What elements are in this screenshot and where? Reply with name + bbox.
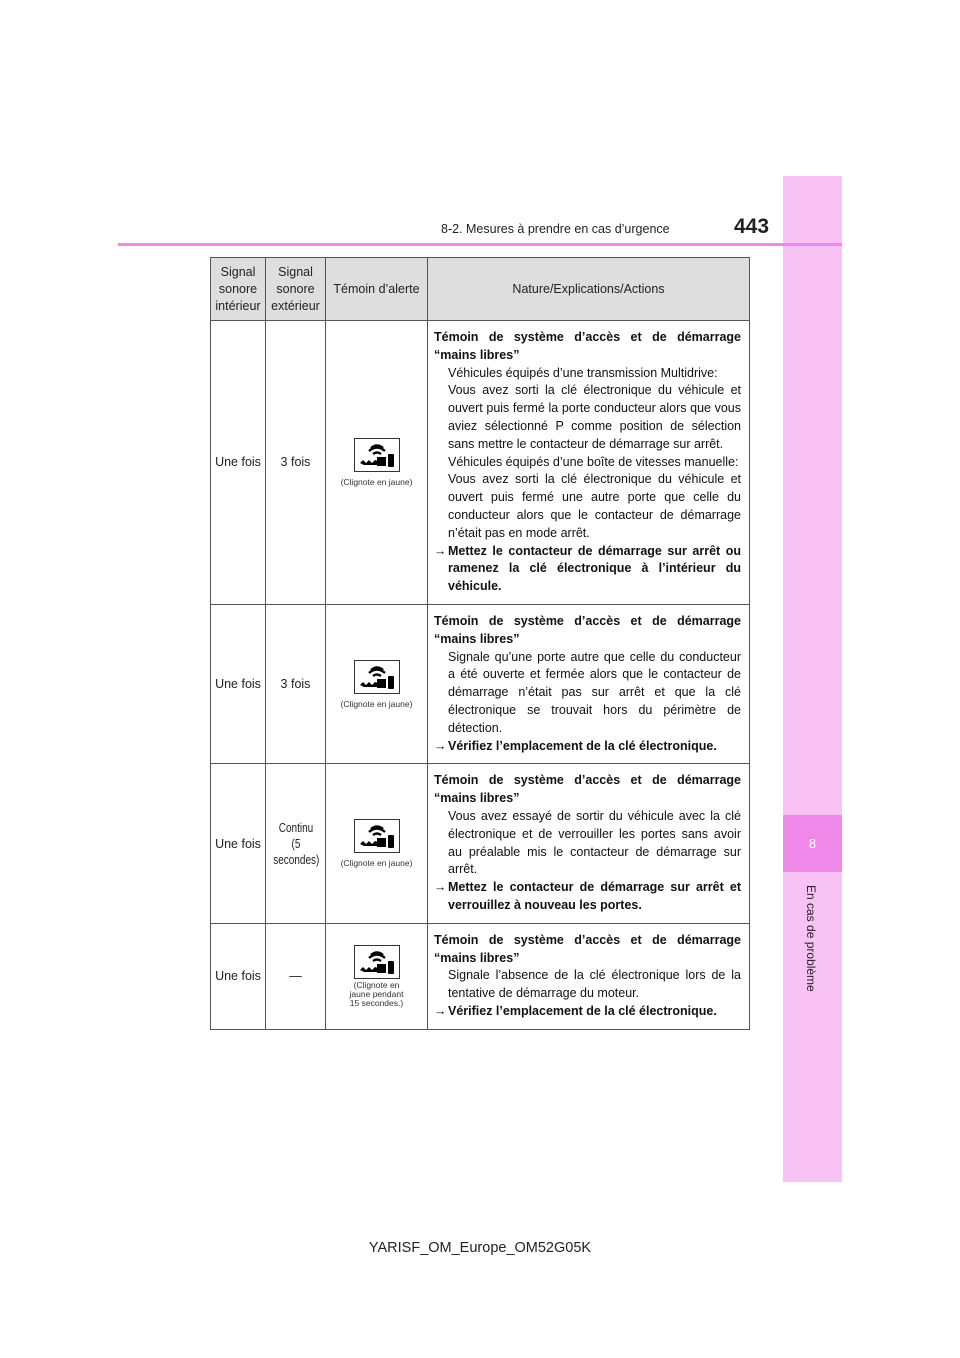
explanation-cell: [428, 604, 750, 763]
explanation-text: Véhicules équipés d’une boîte de vitesses manuelle:: [448, 454, 739, 469]
interior-signal-cell: Une fois: [211, 764, 266, 923]
explanation-text: Vous avez essayé de sortir du véhicule avec la clé électronique et de verrouiller les portes sans avoir au préalable mis le contacteur de démarrage sur arrêt.: [448, 808, 741, 877]
chapter-title-label: [796, 885, 826, 1015]
action-text: Mettez le contacteur de démarrage sur arrêt et verrouillez à nouveau les portes.: [448, 880, 741, 912]
explanation-text: Vous avez sorti la clé électronique du véhicule et ouvert puis fermé une autre porte que celle du conducteur alors que le contacteur de démarrage n’était pas en mode arrêt.: [448, 472, 741, 540]
page-number: 443: [734, 215, 770, 238]
arrow-icon: →: [434, 738, 447, 753]
side-chapter-band: [783, 176, 842, 1182]
warning-light-cell: [326, 923, 428, 1029]
action-text: Vérifiez l’emplacement de la clé électronique.: [448, 1003, 717, 1018]
action-text: Mettez le contacteur de démarrage sur arrêt ou ramenez la clé électronique à l’intérieur du véhicule.: [448, 543, 741, 594]
warning-title: Témoin de système d’accès et de démarrage “mains libres”: [434, 773, 741, 806]
chapter-title-text: En cas de problème: [804, 885, 818, 992]
icon-caption: (Clignote en jaune): [340, 858, 413, 869]
explanation-text: Signale l’absence de la clé électronique lors de la tentative de démarrage du moteur.: [448, 968, 741, 1001]
explanation-text: Véhicules équipés d’une transmission Multidrive:: [448, 365, 718, 380]
arrow-icon: →: [434, 543, 447, 558]
smart-key-warning-icon: [354, 438, 400, 472]
table-row: [211, 321, 750, 605]
exterior-signal-cell: Continu (5 secondes): [272, 764, 320, 923]
arrow-icon: →: [434, 1003, 447, 1018]
warning-light-cell: [326, 321, 428, 605]
icon-caption: (Clignote en jaune): [340, 698, 413, 709]
explanation-cell: [428, 764, 750, 923]
action-item: [434, 879, 741, 915]
interior-signal-cell: Une fois: [211, 923, 266, 1029]
icon-caption: (Clignote en jaune pendant 15 secondes.): [349, 979, 404, 1008]
warning-table: [210, 257, 750, 1030]
action-text: Vérifiez l’emplacement de la clé électronique.: [448, 738, 717, 753]
table-row: [211, 764, 750, 923]
action-item: [434, 1003, 741, 1021]
icon-caption: (Clignote en jaune): [340, 476, 413, 487]
arrow-icon: →: [434, 880, 447, 895]
smart-key-warning-icon: [354, 945, 400, 979]
smart-key-warning-icon: [354, 660, 400, 694]
warning-light-cell: [326, 764, 428, 923]
explanation-cell: [428, 321, 750, 605]
header-warning-light: Témoin d’alerte: [326, 258, 428, 321]
header-exterior-signal: Signal sonore extérieur: [266, 258, 326, 321]
warning-title: Témoin de système d’accès et de démarrage “mains libres”: [434, 613, 741, 646]
explanation-text: Vous avez sorti la clé électronique du véhicule et ouvert puis fermé la porte conducteur alors que vous aviez sélectionné P comme position de sélection sans mettre le contacteur de démarrage sur arrêt.: [448, 383, 741, 451]
action-item: [434, 543, 741, 596]
action-item: [434, 738, 741, 756]
warning-title: Témoin de système d’accès et de démarrage “mains libres”: [434, 932, 741, 965]
document-code: YARISF_OM_Europe_OM52G05K: [368, 1240, 592, 1256]
header-rule: [118, 243, 842, 246]
table-header-row: [211, 258, 750, 321]
table-row: [211, 923, 750, 1029]
section-title: 8-2. Mesures à prendre en cas d’urgence: [441, 222, 670, 236]
explanation-text: Signale qu’une porte autre que celle du conducteur a été ouverte et fermée alors que le contacteur de démarrage n’était pas sur arrêt et que la clé électronique se trouvait hors du périmètre de détection.: [448, 649, 741, 735]
interior-signal-cell: Une fois: [211, 321, 266, 605]
interior-signal-cell: Une fois: [211, 604, 266, 763]
chapter-number-tab: 8: [783, 815, 842, 872]
header-explanations: Nature/Explications/Actions: [428, 258, 750, 321]
exterior-signal-cell: 3 fois: [266, 321, 326, 605]
warning-light-cell: [326, 604, 428, 763]
explanation-cell: [428, 923, 750, 1029]
exterior-signal-cell: 3 fois: [266, 604, 326, 763]
warning-title: Témoin de système d’accès et de démarrage “mains libres”: [434, 330, 741, 362]
header-interior-signal: Signal sonore intérieur: [211, 258, 266, 321]
smart-key-warning-icon: [354, 819, 400, 853]
table-row: [211, 604, 750, 763]
exterior-signal-cell: —: [266, 923, 326, 1029]
